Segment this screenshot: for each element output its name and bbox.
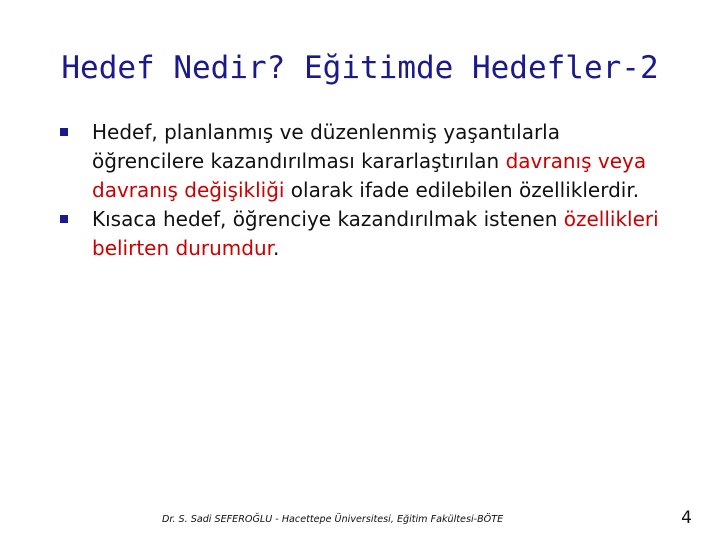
- square-bullet-icon: [60, 215, 68, 223]
- bullet-item: [60, 205, 660, 263]
- bullet-text-part: olarak ifade edilebilen özelliklerdir.: [284, 178, 640, 202]
- page-number: 4: [681, 508, 692, 528]
- bullet-text-part: Hedef, planlanmış ve düzenlenmiş yaşantılarla öğrencilere kazandırılması kararlaştırılan: [92, 120, 560, 173]
- square-bullet-icon: [60, 128, 68, 136]
- highlighted-text: özellikleri belirten durumdur: [92, 207, 659, 260]
- bullet-list: [60, 118, 660, 263]
- bullet-item: [60, 118, 660, 205]
- slide-footer: Dr. S. Sadi SEFEROĞLU - Hacettepe Üniversitesi, Eğitim Fakültesi-BÖTE: [162, 514, 504, 525]
- slide-title: Hedef Nedir? Eğitimde Hedefler-2: [61, 50, 659, 86]
- bullet-text: [92, 205, 660, 263]
- highlighted-text: davranış veya davranış değişikliği: [92, 149, 647, 202]
- bullet-text: [92, 118, 660, 205]
- bullet-text-part: .: [273, 236, 280, 260]
- bullet-text-part: Kısaca hedef, öğrenciye kazandırılmak istenen: [92, 207, 564, 231]
